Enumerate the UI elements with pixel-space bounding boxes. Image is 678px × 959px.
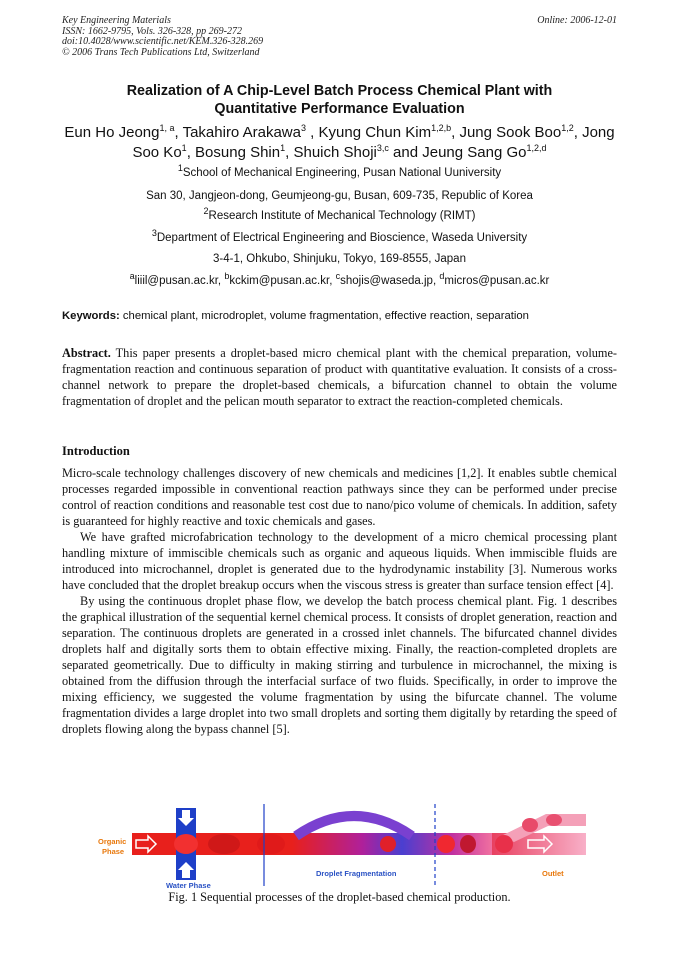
affiliation-text: Department of Electrical Engineering and Bioscience, Waseda University [156, 232, 528, 244]
label-outlet: Outlet [542, 869, 564, 878]
email-marker: b [224, 271, 230, 282]
intro-paragraph-1: Micro-scale technology challenges discovery of new chemicals and medicines [1,2]. It enables subtle chemical processes regarded impossible in conventional reaction pathways since they can be performed under precise control of reaction conditions and reasonable test cost due to nano/pico volume of chemicals. In addition, safety is guaranteed for highly reactive and toxic chemicals and gases. [62, 466, 617, 528]
journal-name: Key Engineering Materials [62, 15, 171, 26]
droplet [437, 835, 455, 853]
online-date: Online: 2006-12-01 [537, 15, 617, 26]
affiliation-text: School of Mechanical Engineering, Pusan National Uuniversity [182, 167, 502, 179]
label-phase: Phase [102, 847, 125, 856]
email-marker: d [439, 271, 445, 282]
droplet [460, 835, 476, 853]
affiliation-text: San 30, Jangjeon-dong, Geumjeong-gu, Busan, 609-735, Republic of Korea [146, 190, 533, 202]
affiliation-text: Research Institute of Mechanical Technology (RIMT) [208, 210, 476, 222]
issn-line: ISSN: 1662-9795, Vols. 326-328, pp 269-272 [62, 25, 242, 37]
author-affiliation-marker: 1,2 [561, 123, 574, 133]
author-name: Jung Sook Boo [459, 124, 562, 141]
author-affiliation-marker: 1 [181, 143, 187, 153]
author-affiliation-marker: 3 [300, 123, 306, 133]
title-line-2: Quantitative Performance Evaluation [214, 101, 465, 117]
droplet [257, 834, 285, 854]
author-name: Eun Ho Jeong [64, 124, 160, 141]
affiliation-3 [62, 228, 617, 245]
title-line-1: Realization of A Chip-Level Batch Process Chemical Plant with [126, 83, 553, 99]
author-name: Kyung Chun Kim [318, 124, 432, 141]
affiliation-3-address [62, 252, 617, 266]
author-affiliation-marker: 1, a [159, 123, 175, 133]
email-address: kckim@pusan.ac.kr, [229, 275, 336, 287]
author-name: Bosung Shin [195, 144, 281, 161]
copyright-line: © 2006 Trans Tech Publications Ltd, Switzerland [62, 47, 260, 59]
introduction-body [62, 465, 617, 737]
intro-paragraph-3: By using the continuous droplet phase flow, we develop the batch process chemical plant. Fig. 1 describes the graphical illustration of the sequential kernel chemical process. It consists of droplet generation, reaction and separation. The continuous droplets are generated in a crossed inlet channels. The bifurcated channel divides droplets half and digitally sorts them to obtain effective mixing. Finally, the reaction-completed droplets are separated geometrically. Due to difficulty in making stirring and turbulence in microchannel, the mixing is obtained from the diffusion through the interfacial surface of two fluids. Specifically, in order to improve the mixing efficiency, we suggested the volume fragmentation by using the bifurcate channel. The volume fragmentation divides a large droplet into two small droplets and sorting them digitally by retarding the speed of droplets flowing along the bypass channel [5]. [62, 594, 617, 736]
doi-line: doi:10.4028/www.scientific.net/KEM.326-328.269 [62, 36, 264, 48]
abstract-text: This paper presents a droplet-based micro chemical plant with the chemical preparation, volume-fragmentation reaction and continuous separation of product with quantitative evaluation. It consists of a cross-channel network to prepare the droplet-based chemicals, a bifurcation channel to obtain the volume fragmentation of droplet and the pelican mouth separator to extract the reaction-completed chemicals. [62, 346, 617, 408]
droplet [495, 835, 513, 853]
droplet [546, 814, 562, 826]
author-name: Jeung Sang Go [422, 144, 527, 161]
keywords-text: chemical plant, microdroplet, volume fragmentation, effective reaction, separation [119, 310, 529, 322]
paper-title [62, 82, 617, 118]
affiliation-text: 3-4-1, Ohkubo, Shinjuku, Tokyo, 169-8555, Japan [213, 253, 466, 265]
droplet [174, 834, 198, 854]
abstract [62, 345, 617, 409]
email-address: micros@pusan.ac.kr [444, 275, 550, 287]
affiliation-1-address [62, 189, 617, 203]
journal-header [62, 16, 617, 59]
author-affiliation-marker: 1 [280, 143, 286, 153]
author-name: Takahiro Arakawa [182, 124, 301, 141]
label-organic: Organic [98, 837, 127, 846]
figure-1-caption: Fig. 1 Sequential processes of the droplet-based chemical production. [168, 890, 511, 904]
affiliation-marker: 1 [177, 163, 183, 174]
email-marker: c [335, 271, 341, 282]
keywords [62, 309, 617, 323]
affiliation-1 [62, 163, 617, 180]
affiliation-marker: 2 [203, 206, 209, 217]
email-address: liiil@pusan.ac.kr, [134, 275, 225, 287]
label-droplet-fragmentation: Droplet Fragmentation [316, 869, 397, 878]
affiliation-marker: 3 [151, 228, 157, 239]
email-address: shojis@waseda.jp, [340, 275, 440, 287]
email-marker: a [129, 271, 135, 282]
droplet [522, 818, 538, 832]
email-list [62, 271, 617, 288]
author-list: Eun Ho Jeong$^{1, a}$, Takahiro Arakawa$^3$ , Kyung Chun Kim$^{1,2,b}$, Jung Sook Boo$^{1,2}$, Jong Soo Ko$^1$, Bosung Shin$^1$, Shuich Shoji$^{3,c}$ and Jeung Sang Go$^{1,2,d}$ [64, 123, 615, 161]
keywords-label: Keywords: [62, 310, 120, 322]
droplet [380, 836, 396, 852]
figure-1-diagram [96, 800, 586, 890]
author-affiliation-marker: 1,2,d [526, 143, 547, 153]
label-water-phase: Water Phase [166, 881, 211, 890]
droplet [208, 834, 240, 854]
author-affiliation-marker: 1,2,b [431, 123, 452, 133]
author-affiliation-marker: 3,c [376, 143, 389, 153]
author-name: Jong Soo Ko [132, 124, 615, 161]
author-name: Shuich Shoji [293, 144, 377, 161]
affiliation-2 [62, 206, 617, 223]
section-heading-introduction: Introduction [62, 444, 130, 458]
intro-paragraph-2: We have grafted microfabrication technology to the development of a micro chemical processing plant handling mixture of immiscible chemicals such as organic and aqueous liquids. When immiscible fluids are introduced into microchannel, droplet is generated due to the hydrodynamic instability [3]. Numerous works have concluded that the droplet breakup occurs when the viscous stress is greater than surface tension effect [4]. [62, 530, 617, 592]
abstract-label: Abstract. [62, 346, 111, 360]
